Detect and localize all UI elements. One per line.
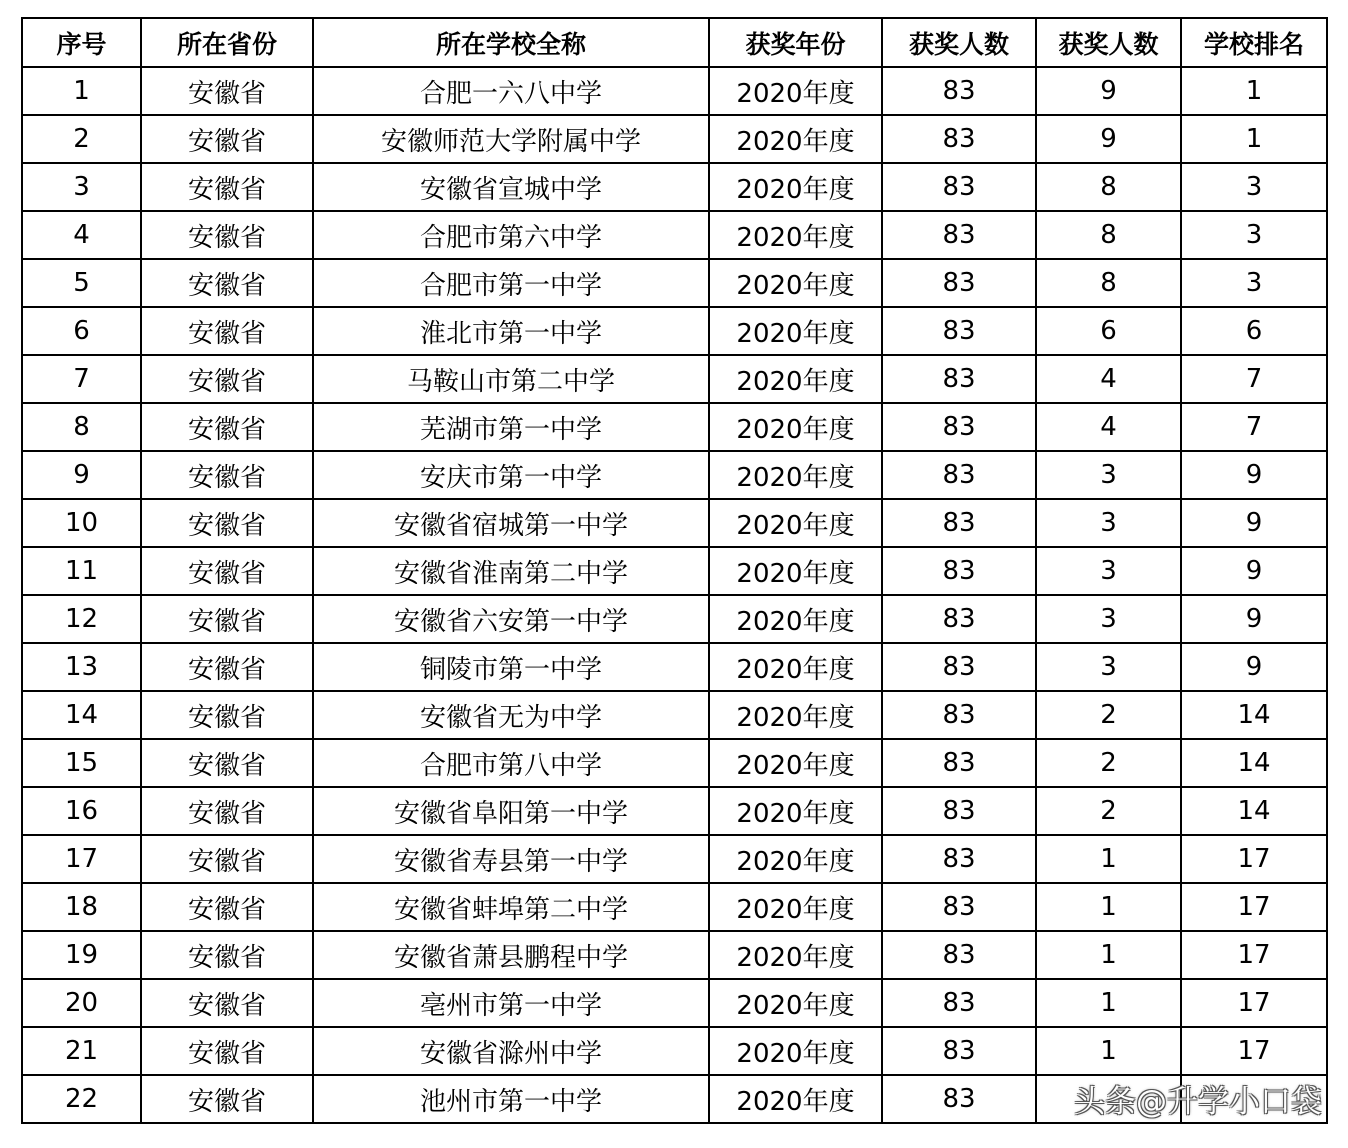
cell-award-count-total: 83 — [882, 355, 1036, 403]
cell-school-name: 合肥一六八中学 — [313, 67, 709, 115]
table-row — [22, 835, 1327, 883]
cell-serial-number: 1 — [22, 67, 141, 115]
watermark: 头条@升学小口袋 — [1074, 1084, 1322, 1120]
cell-award-count-school: 4 — [1036, 403, 1181, 451]
cell-award-year: 2020年度 — [709, 1075, 882, 1123]
cell-province: 安徽省 — [141, 499, 313, 547]
cell-award-year: 2020年度 — [709, 211, 882, 259]
cell-serial-number: 9 — [22, 451, 141, 499]
cell-award-count-school: 8 — [1036, 259, 1181, 307]
cell-province: 安徽省 — [141, 115, 313, 163]
cell-school-name: 马鞍山市第二中学 — [313, 355, 709, 403]
table-row — [22, 691, 1327, 739]
table-row — [22, 355, 1327, 403]
cell-school-name: 安徽师范大学附属中学 — [313, 115, 709, 163]
cell-award-count-school: 6 — [1036, 307, 1181, 355]
table-row — [22, 163, 1327, 211]
cell-award-count-school: 1 — [1036, 1027, 1181, 1075]
cell-province: 安徽省 — [141, 595, 313, 643]
cell-province: 安徽省 — [141, 451, 313, 499]
cell-serial-number: 22 — [22, 1075, 141, 1123]
cell-serial-number: 20 — [22, 979, 141, 1027]
cell-award-count-school: 3 — [1036, 595, 1181, 643]
header-school-rank: 学校排名 — [1181, 18, 1327, 67]
cell-award-count-total: 83 — [882, 691, 1036, 739]
cell-award-year: 2020年度 — [709, 979, 882, 1027]
cell-award-count-school: 9 — [1036, 115, 1181, 163]
cell-award-year: 2020年度 — [709, 499, 882, 547]
cell-award-year: 2020年度 — [709, 259, 882, 307]
table-row — [22, 643, 1327, 691]
cell-school-rank: 17 — [1181, 931, 1327, 979]
cell-school-name: 安徽省滁州中学 — [313, 1027, 709, 1075]
cell-award-count-school: 8 — [1036, 211, 1181, 259]
cell-award-count-school: 1 — [1036, 883, 1181, 931]
cell-award-count-school: 2 — [1036, 739, 1181, 787]
cell-award-count-school: 3 — [1036, 451, 1181, 499]
table-row — [22, 403, 1327, 451]
cell-serial-number: 8 — [22, 403, 141, 451]
cell-award-count-school: 3 — [1036, 499, 1181, 547]
cell-award-count-school: 3 — [1036, 547, 1181, 595]
cell-award-count-total: 83 — [882, 499, 1036, 547]
cell-province: 安徽省 — [141, 403, 313, 451]
cell-school-rank: 3 — [1181, 259, 1327, 307]
cell-serial-number: 11 — [22, 547, 141, 595]
header-award-count-school: 获奖人数 — [1036, 18, 1181, 67]
cell-award-year: 2020年度 — [709, 307, 882, 355]
cell-award-count-total: 83 — [882, 835, 1036, 883]
cell-award-count-total: 83 — [882, 211, 1036, 259]
cell-award-count-total: 83 — [882, 787, 1036, 835]
cell-serial-number: 12 — [22, 595, 141, 643]
cell-serial-number: 17 — [22, 835, 141, 883]
cell-award-count-total: 83 — [882, 115, 1036, 163]
table-row — [22, 67, 1327, 115]
cell-school-rank: 17 — [1181, 883, 1327, 931]
cell-award-count-total: 83 — [882, 643, 1036, 691]
cell-award-count-school: 4 — [1036, 355, 1181, 403]
cell-school-name: 安徽省萧县鹏程中学 — [313, 931, 709, 979]
cell-award-count-school: 1 — [1036, 931, 1181, 979]
cell-school-rank: 9 — [1181, 595, 1327, 643]
cell-school-name: 淮北市第一中学 — [313, 307, 709, 355]
cell-school-rank: 1 — [1181, 115, 1327, 163]
cell-award-year: 2020年度 — [709, 931, 882, 979]
cell-award-count-total: 83 — [882, 67, 1036, 115]
cell-award-year: 2020年度 — [709, 595, 882, 643]
cell-school-name: 铜陵市第一中学 — [313, 643, 709, 691]
cell-serial-number: 21 — [22, 1027, 141, 1075]
cell-award-count-total: 83 — [882, 259, 1036, 307]
cell-school-name: 安徽省六安第一中学 — [313, 595, 709, 643]
cell-school-name: 安徽省宿城第一中学 — [313, 499, 709, 547]
cell-award-year: 2020年度 — [709, 67, 882, 115]
cell-school-name: 安庆市第一中学 — [313, 451, 709, 499]
cell-award-count-total: 83 — [882, 931, 1036, 979]
cell-school-name: 安徽省蚌埠第二中学 — [313, 883, 709, 931]
table-row — [22, 451, 1327, 499]
cell-award-count-total: 83 — [882, 1027, 1036, 1075]
cell-award-year: 2020年度 — [709, 691, 882, 739]
cell-award-year: 2020年度 — [709, 163, 882, 211]
cell-award-year: 2020年度 — [709, 451, 882, 499]
cell-province: 安徽省 — [141, 307, 313, 355]
header-school-full-name: 所在学校全称 — [313, 18, 709, 67]
cell-award-year: 2020年度 — [709, 1027, 882, 1075]
cell-province: 安徽省 — [141, 691, 313, 739]
cell-province: 安徽省 — [141, 643, 313, 691]
cell-award-count-total: 83 — [882, 547, 1036, 595]
table-row — [22, 499, 1327, 547]
cell-school-rank: 1 — [1181, 67, 1327, 115]
cell-province: 安徽省 — [141, 979, 313, 1027]
table-row — [22, 211, 1327, 259]
cell-award-count-school: 2 — [1036, 691, 1181, 739]
cell-serial-number: 4 — [22, 211, 141, 259]
cell-school-rank: 17 — [1181, 1027, 1327, 1075]
cell-award-count-total: 83 — [882, 1075, 1036, 1123]
cell-province: 安徽省 — [141, 739, 313, 787]
cell-award-count-total: 83 — [882, 307, 1036, 355]
cell-school-name: 安徽省寿县第一中学 — [313, 835, 709, 883]
cell-school-name: 合肥市第一中学 — [313, 259, 709, 307]
cell-province: 安徽省 — [141, 211, 313, 259]
cell-award-count-school: 1 — [1036, 835, 1181, 883]
cell-award-year: 2020年度 — [709, 643, 882, 691]
cell-province: 安徽省 — [141, 67, 313, 115]
cell-award-year: 2020年度 — [709, 739, 882, 787]
table-row — [22, 739, 1327, 787]
table-row — [22, 595, 1327, 643]
cell-school-name: 安徽省宣城中学 — [313, 163, 709, 211]
cell-school-name: 芜湖市第一中学 — [313, 403, 709, 451]
cell-school-rank: 3 — [1181, 211, 1327, 259]
cell-award-year: 2020年度 — [709, 835, 882, 883]
cell-school-rank: 14 — [1181, 739, 1327, 787]
cell-school-name: 安徽省阜阳第一中学 — [313, 787, 709, 835]
cell-award-year: 2020年度 — [709, 115, 882, 163]
table-header — [22, 18, 1327, 67]
cell-school-rank: 9 — [1181, 643, 1327, 691]
cell-award-count-total: 83 — [882, 403, 1036, 451]
cell-serial-number: 3 — [22, 163, 141, 211]
header-award-count-total: 获奖人数 — [882, 18, 1036, 67]
cell-award-year: 2020年度 — [709, 547, 882, 595]
cell-award-year: 2020年度 — [709, 883, 882, 931]
cell-school-rank: 14 — [1181, 787, 1327, 835]
table-row — [22, 547, 1327, 595]
cell-award-count-school: 8 — [1036, 163, 1181, 211]
cell-award-year: 2020年度 — [709, 787, 882, 835]
cell-award-count-total: 83 — [882, 451, 1036, 499]
award-table — [21, 17, 1328, 1124]
cell-province: 安徽省 — [141, 787, 313, 835]
cell-school-rank: 9 — [1181, 451, 1327, 499]
cell-serial-number: 14 — [22, 691, 141, 739]
cell-school-rank: 9 — [1181, 499, 1327, 547]
table-row — [22, 883, 1327, 931]
header-row — [22, 18, 1327, 67]
cell-school-rank: 14 — [1181, 691, 1327, 739]
header-award-year: 获奖年份 — [709, 18, 882, 67]
cell-award-count-total: 83 — [882, 883, 1036, 931]
header-province: 所在省份 — [141, 18, 313, 67]
cell-province: 安徽省 — [141, 259, 313, 307]
cell-school-rank: 9 — [1181, 547, 1327, 595]
cell-award-year: 2020年度 — [709, 355, 882, 403]
cell-school-name: 亳州市第一中学 — [313, 979, 709, 1027]
cell-school-name: 合肥市第八中学 — [313, 739, 709, 787]
cell-serial-number: 10 — [22, 499, 141, 547]
cell-serial-number: 7 — [22, 355, 141, 403]
cell-award-count-total: 83 — [882, 595, 1036, 643]
cell-province: 安徽省 — [141, 931, 313, 979]
cell-award-count-school: 9 — [1036, 67, 1181, 115]
table-row — [22, 931, 1327, 979]
cell-award-count-total: 83 — [882, 163, 1036, 211]
table-body — [22, 67, 1327, 1123]
cell-award-count-school: 1 — [1036, 979, 1181, 1027]
table-row — [22, 979, 1327, 1027]
cell-school-rank: 7 — [1181, 355, 1327, 403]
cell-province: 安徽省 — [141, 163, 313, 211]
cell-award-count-school: 3 — [1036, 643, 1181, 691]
cell-serial-number: 2 — [22, 115, 141, 163]
cell-province: 安徽省 — [141, 835, 313, 883]
cell-school-rank: 17 — [1181, 979, 1327, 1027]
cell-school-rank: 7 — [1181, 403, 1327, 451]
cell-province: 安徽省 — [141, 1027, 313, 1075]
cell-serial-number: 15 — [22, 739, 141, 787]
cell-school-rank: 3 — [1181, 163, 1327, 211]
table-row — [22, 115, 1327, 163]
table-row — [22, 307, 1327, 355]
cell-school-rank: 6 — [1181, 307, 1327, 355]
cell-school-name: 安徽省无为中学 — [313, 691, 709, 739]
cell-award-count-school: 2 — [1036, 787, 1181, 835]
cell-serial-number: 5 — [22, 259, 141, 307]
cell-serial-number: 19 — [22, 931, 141, 979]
cell-serial-number: 13 — [22, 643, 141, 691]
table-row — [22, 259, 1327, 307]
cell-award-year: 2020年度 — [709, 403, 882, 451]
cell-school-name: 合肥市第六中学 — [313, 211, 709, 259]
cell-school-name: 安徽省淮南第二中学 — [313, 547, 709, 595]
cell-province: 安徽省 — [141, 547, 313, 595]
table-row — [22, 1027, 1327, 1075]
cell-serial-number: 6 — [22, 307, 141, 355]
cell-serial-number: 18 — [22, 883, 141, 931]
cell-province: 安徽省 — [141, 883, 313, 931]
cell-serial-number: 16 — [22, 787, 141, 835]
cell-school-rank: 17 — [1181, 835, 1327, 883]
cell-province: 安徽省 — [141, 1075, 313, 1123]
cell-province: 安徽省 — [141, 355, 313, 403]
cell-award-count-total: 83 — [882, 979, 1036, 1027]
cell-award-count-total: 83 — [882, 739, 1036, 787]
table-row — [22, 787, 1327, 835]
header-serial-number: 序号 — [22, 18, 141, 67]
cell-school-name: 池州市第一中学 — [313, 1075, 709, 1123]
